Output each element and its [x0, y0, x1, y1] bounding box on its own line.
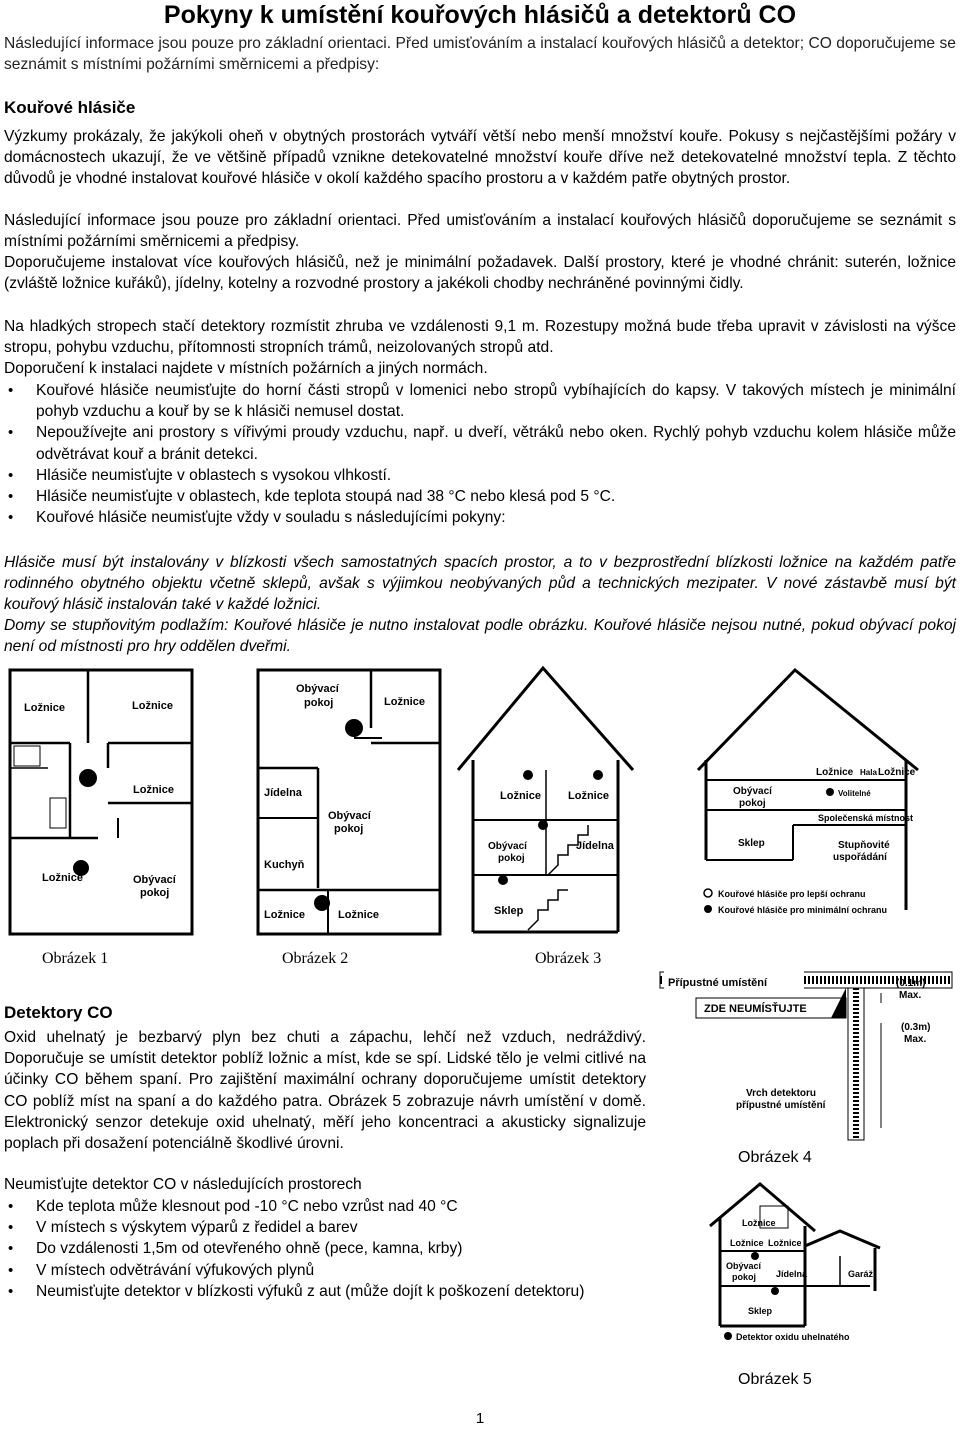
- list-item: • Kouřové hlásiče neumisťujte vždy v souladu s následujícími pokyny:: [4, 507, 956, 528]
- room-label: pokoj: [498, 853, 525, 864]
- detector-top-label: přípustné umístění: [736, 1100, 826, 1111]
- room-label: Ložnice: [500, 790, 541, 802]
- list-item: • Hlásiče neumisťujte v oblastech s vysokou vlhkostí.: [4, 465, 956, 486]
- caption-figure-1: Obrázek 1: [42, 950, 109, 967]
- smoke-detector-icon: [523, 770, 533, 780]
- co-paragraph-1: Oxid uhelnatý je bezbarvý plyn bez chuti a zápachu, lehčí než vzduch, nedráždivý. Doporučuje se umístit detektor poblíž ložnic a míst, kde se spí. Lidské tělo je velmi citlivé na účinky CO během spaní. Pro zajištění maximální ochrany doporučujeme umístit detektory CO poblíž míst na spaní a do každého patra. Obrázek 5 zobrazuje návrh umístění v domě. Elektronický senzor detekuje oxid uhelnatý, měří jeho koncentraci a akusticky signalizuje poplach při dosažení potenciálně škodlivé úrovni.: [4, 1029, 646, 1153]
- smoke-paragraph-1: Výzkumy prokázaly, že jakýkoli oheň v obytných prostorách vytváří větší nebo menší množství kouře. Pokusy s nejčastějšími požáry v domácnostech ukazují, že ve většině případů vznikne detekovatelné množství kouře dříve než detekovatelné množství tepla. Z těchto důvodů je vhodné instalovat kouřové hlásiče v okolí každého spacího prostoru a v každém patře obytných prostor.: [4, 128, 956, 188]
- room-label: Jídelna: [776, 1269, 808, 1279]
- smoke-detector-icon: [498, 875, 508, 885]
- intro-paragraph: Následující informace jsou pouze pro základní orientaci. Před umisťováním a instalací kouřových hlásičů a detektor; CO doporučujeme se seznámit s místními požárními směrnicemi a předpisy:: [4, 35, 956, 74]
- figure-2-floorplan: [256, 668, 442, 936]
- figure-4-mount-diagram: [656, 968, 956, 1143]
- room-label: Obývací: [726, 1261, 762, 1271]
- measure-label: (0.1m): [896, 978, 926, 989]
- room-label: Ložnice: [768, 1238, 802, 1248]
- list-item: • Do vzdálenosti 1,5m od otevřeného ohně (pece, kamna, krby): [4, 1238, 684, 1259]
- room-label: Obývací: [733, 786, 772, 797]
- smoke-detector-icon: [79, 769, 97, 787]
- room-label: Ložnice: [264, 909, 305, 921]
- italic-paragraph-2: Domy se stupňovitým podlažím: Kouřové hlásiče je nutno instalovat podle obrázku. Kouřové hlásiče nejsou nutné, pokud obývací pokoj není od místnosti pro hry oddělen dveřmi.: [4, 617, 956, 656]
- co-detector-icon: [724, 1332, 732, 1340]
- room-label: Ložnice: [742, 1218, 776, 1228]
- room-label: pokoj: [334, 823, 364, 835]
- room-label: Obývací: [296, 683, 339, 695]
- room-label: Ložnice: [133, 784, 174, 796]
- optional-detector-icon: [704, 889, 712, 897]
- room-label: Obývací: [488, 841, 527, 852]
- room-label: Ložnice: [24, 702, 65, 714]
- page-title: Pokyny k umístění kouřových hlásičů a detektorů CO: [163, 1, 797, 29]
- room-label: Obývací: [133, 874, 176, 886]
- room-label: Ložnice: [878, 767, 916, 778]
- smoke-detector-icon: [345, 719, 363, 737]
- list-item: • Hlásiče neumisťujte v oblastech, kde teplota stoupá nad 38 °C nebo klesá pod 5 °C.: [4, 486, 956, 507]
- caption-figure-5: Obrázek 5: [738, 1371, 812, 1388]
- room-label: Sklep: [748, 1306, 773, 1316]
- smoke-detector-icon: [593, 770, 603, 780]
- room-label: pokoj: [140, 887, 170, 899]
- smoke-paragraph-4: Na hladkých stropech stačí detektory rozmístit zhruba ve vzdálenosti 9,1 m. Rozestupy možná bude třeba upravit v závislosti na výšce stropu, pohybu vzduchu, přítomnosti stropních trámů, neizolovaných stropů atd.: [4, 318, 956, 357]
- room-label: Sklep: [494, 905, 524, 917]
- room-label: uspořádání: [833, 852, 887, 863]
- smoke-detector-icon: [826, 788, 834, 796]
- co-paragraph-2: Neumisťujte detektor CO v následujících prostorech: [4, 1176, 362, 1193]
- smoke-heading: Kouřové hlásiče: [4, 98, 136, 117]
- measure-label: (0.3m): [901, 1022, 931, 1033]
- legend-label: Detektor oxidu uhelnatého: [736, 1332, 850, 1342]
- room-label: Ložnice: [568, 790, 609, 802]
- list-item: • V místech s výskytem výparů z ředidel a barev: [4, 1217, 684, 1238]
- detector-top-label: Vrch detektoru: [746, 1088, 817, 1099]
- legend-label: Kouřové hlásiče pro lepší ochranu: [718, 889, 866, 899]
- room-label: Ložnice: [42, 872, 83, 884]
- measure-label: Max.: [899, 990, 922, 1001]
- room-label: pokoj: [304, 697, 334, 709]
- co-detector-icon: [771, 1287, 779, 1295]
- smoke-detector-icon: [538, 820, 548, 830]
- room-label: Hala: [860, 768, 877, 777]
- figure-3-house-section: [448, 660, 956, 940]
- page-number: 1: [475, 1410, 485, 1427]
- list-item: • Neumisťujte detektor v blízkosti výfuků z aut (může dojít k poškození detektoru): [4, 1281, 684, 1302]
- co-detector-icon: [751, 1252, 759, 1260]
- list-item: • Nepoužívejte ani prostory s vířivými proudy vzduchu, např. u dveří, větráků nebo oken. Rychlý pohyb vzduchu kolem hlásiče může odvětrávat kouř a bránit detekci.: [4, 422, 956, 464]
- smoke-paragraph-2: Následující informace jsou pouze pro základní orientaci. Před umisťováním a instalací kouřových hlásičů doporučujeme se seznámit s místními požárními směrnicemi a předpisy.: [4, 212, 956, 251]
- room-label: Jídelna: [264, 787, 302, 799]
- smoke-paragraph-3: Doporučujeme instalovat více kouřových hlásičů, než je minimální požadavek. Další prostory, které je vhodné chránit: suterén, ložnice (zvláště ložnice kuřáků), jídelny, kotelny a rozvodné prostory a jakékoli chodby nechráněné povinnými čidly.: [4, 254, 956, 293]
- room-label: Společenská místnost: [818, 813, 914, 823]
- smoke-bullet-list: [4, 380, 956, 528]
- caption-figure-4: Obrázek 4: [738, 1149, 812, 1166]
- list-item: • Kouřové hlásiče neumisťujte do horní části stropů v lomenici nebo stropů vybíhajících do kapsy. V takových místech je minimální pohyb vzduchu a kouř by se k hlásiči nemusel dostat.: [4, 380, 956, 422]
- room-label: Jídelna: [576, 840, 614, 852]
- smoke-detector-icon: [314, 895, 330, 911]
- legend-label: Kouřové hlásiče pro minimální ochranu: [718, 905, 888, 915]
- room-label: Ložnice: [132, 700, 173, 712]
- do-not-place-label: ZDE NEUMÍSŤUJTE: [704, 1003, 807, 1015]
- list-item: • V místech odvětrávání výfukových plynů: [4, 1260, 684, 1281]
- co-heading: Detektory CO: [4, 1003, 113, 1022]
- room-label: pokoj: [732, 1272, 756, 1282]
- room-label: Garáž: [848, 1269, 874, 1279]
- smoke-paragraph-5: Doporučení k instalaci najdete v místních požárních a jiných normách.: [4, 360, 488, 377]
- measure-label: Max.: [904, 1034, 927, 1045]
- figure-1-floorplan: [8, 668, 194, 936]
- room-label: Stupňovité: [838, 840, 890, 851]
- room-label: Volitelné: [838, 789, 871, 798]
- figure-5-house: [690, 1176, 890, 1348]
- room-label: Sklep: [738, 838, 765, 849]
- italic-paragraph-1: Hlásiče musí být instalovány v blízkosti všech samostatných spacích prostor, a to v bezprostřední blízkosti ložnice na každém patře rodinného obytného objektu včetně sklepů, avšak s výjimkou neobývaných půd a technických mezipater. V nové zástavbě musí být kouřový hlásič instalován také v každé ložnici.: [4, 554, 956, 614]
- room-label: Ložnice: [816, 767, 854, 778]
- room-label: Ložnice: [730, 1238, 764, 1248]
- room-label: Ložnice: [384, 696, 425, 708]
- room-label: Kuchyň: [264, 859, 305, 871]
- room-label: Obývací: [328, 810, 371, 822]
- room-label: pokoj: [739, 798, 766, 809]
- caption-figure-2: Obrázek 2: [282, 950, 349, 967]
- co-bullet-list: [4, 1196, 684, 1302]
- list-item: • Kde teplota může klesnout pod -10 °C nebo vzrůst nad 40 °C: [4, 1196, 684, 1217]
- room-label: Ložnice: [338, 909, 379, 921]
- caption-figure-3: Obrázek 3: [535, 950, 602, 967]
- allowed-label: Přípustné umístění: [668, 977, 768, 989]
- required-detector-icon: [704, 905, 712, 913]
